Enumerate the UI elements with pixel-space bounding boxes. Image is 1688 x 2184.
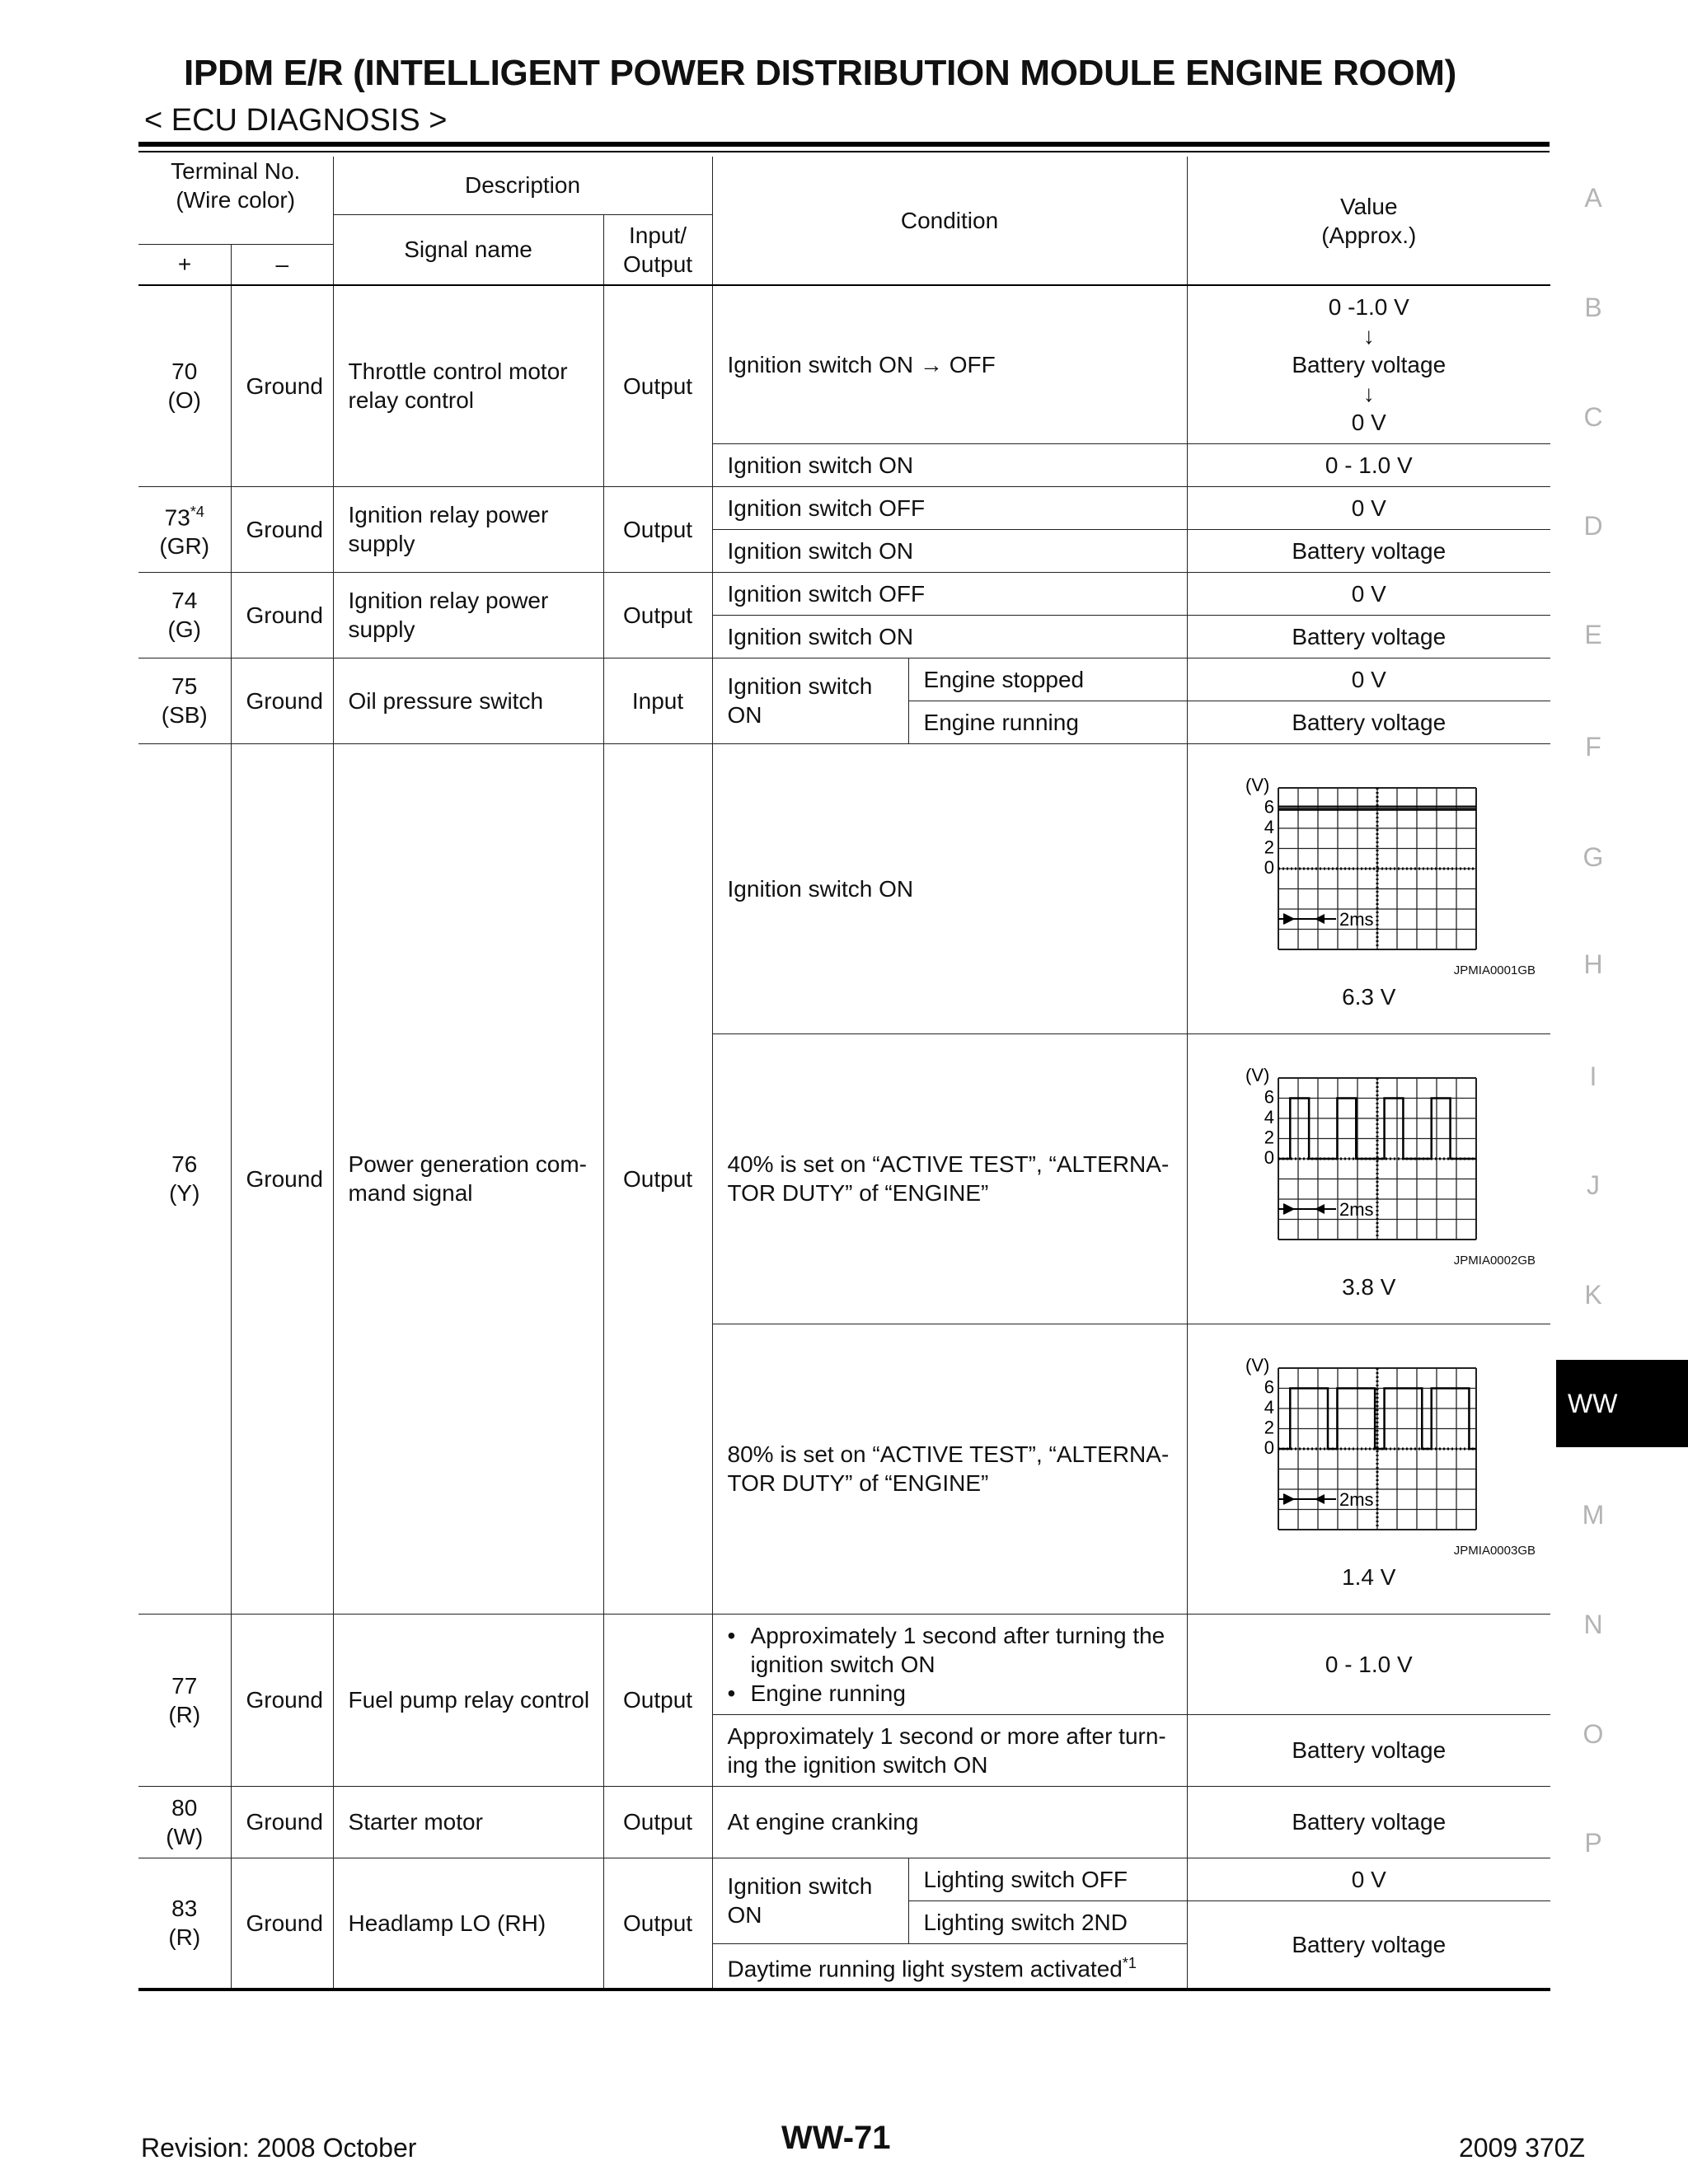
value-cell: Battery voltage <box>1187 615 1550 658</box>
terminal-table-body <box>138 157 1550 1991</box>
value-cell: 0 - 1.0 V <box>1187 443 1550 486</box>
terminal-cell: 83 (R) <box>138 1858 231 1990</box>
side-index-item[interactable]: G <box>1582 842 1604 872</box>
signal-cell: Ignition relay power supply <box>333 572 603 658</box>
terminal-cell: 73$^{*4}$ (GR) <box>138 486 231 572</box>
table-row <box>138 743 1550 1033</box>
header-condition-cell: Condition <box>712 157 1187 285</box>
value-cell: Battery voltage <box>1187 701 1550 743</box>
condition-cell: Daytime running light system activated$^{*1}$ <box>712 1943 1187 1990</box>
side-index-item[interactable]: N <box>1583 1610 1603 1639</box>
side-index-item[interactable]: E <box>1584 620 1602 649</box>
footer-page-number: WW-71 <box>781 2120 891 2156</box>
table-row <box>138 1858 1550 1900</box>
io-cell: Output <box>603 743 712 1614</box>
condition-cell: Ignition switch ON <box>712 443 1187 486</box>
condition-cell: Ignition switch ON <box>712 615 1187 658</box>
footer-model: 2009 370Z <box>1458 2133 1585 2163</box>
side-index-item[interactable]: P <box>1584 1828 1602 1858</box>
value-cell: 0 V <box>1187 486 1550 529</box>
waveform-tick-label: 4 <box>1264 1396 1274 1418</box>
header-minus: – <box>275 251 289 277</box>
value-cell: Battery voltage <box>1187 1786 1550 1858</box>
minus-cell: Ground <box>231 1786 333 1858</box>
waveform-tick-label: 6 <box>1264 1376 1274 1397</box>
table-row <box>138 486 1550 529</box>
header-rule-thin <box>138 151 1550 152</box>
value-cell <box>1187 743 1550 1033</box>
side-index-item[interactable]: O <box>1582 1719 1604 1749</box>
header-plus: + <box>138 245 232 284</box>
waveform-value: 3.8 V <box>1342 1273 1396 1300</box>
side-index-item[interactable]: A <box>1584 183 1602 213</box>
waveform-code: JPMIA0002GB <box>1453 1253 1536 1268</box>
condition-cell: Lighting switch OFF <box>908 1858 1187 1900</box>
table-row <box>138 572 1550 615</box>
signal-cell: Starter motor <box>333 1786 603 1858</box>
header-io-cell: Input/ Output <box>603 214 712 285</box>
side-index-item[interactable]: H <box>1583 949 1603 979</box>
waveform-diagram <box>1203 773 1536 963</box>
side-index-item[interactable]: I <box>1589 1062 1597 1091</box>
signal-cell: Fuel pump relay control <box>333 1614 603 1786</box>
header-value-cell: Value (Approx.) <box>1187 157 1550 285</box>
terminal-cell: 74 (G) <box>138 572 231 658</box>
waveform-tick-label: 0 <box>1264 1436 1274 1458</box>
header-signal-name-cell: Signal name <box>333 214 603 285</box>
waveform-value: 6.3 V <box>1342 983 1396 1010</box>
table-row <box>138 1786 1550 1858</box>
minus-cell: Ground <box>231 285 333 486</box>
value-cell: 0 V <box>1187 1858 1550 1900</box>
waveform-code: JPMIA0001GB <box>1453 963 1536 977</box>
condition-group-cell: Ignition switch ON <box>712 658 908 743</box>
signal-cell: Ignition relay power supply <box>333 486 603 572</box>
header-terminal-cell: Terminal No. (Wire color) <box>138 157 333 214</box>
table-row <box>138 658 1550 701</box>
waveform-tick-label: 0 <box>1264 1146 1274 1168</box>
side-index-item[interactable]: D <box>1583 511 1603 541</box>
condition-cell: 80% is set on “ACTIVE TEST”, “ALTERNA-TOR DUTY” of “ENGINE” <box>712 1324 1187 1614</box>
condition-cell: Ignition switch ON → OFF <box>712 285 1187 443</box>
condition-cell: Ignition switch OFF <box>712 572 1187 615</box>
side-index-item[interactable]: C <box>1583 402 1603 432</box>
minus-cell: Ground <box>231 572 333 658</box>
condition-cell: Ignition switch ON <box>712 529 1187 572</box>
waveform-unit-label: (V) <box>1245 774 1270 795</box>
signal-cell: Power generation com-mand signal <box>333 743 603 1614</box>
waveform-tick-label: 4 <box>1264 1106 1274 1127</box>
condition-group-cell: Ignition switch ON <box>712 1858 908 1943</box>
waveform-value: 1.4 V <box>1342 1563 1396 1590</box>
condition-cell: Ignition switch ON <box>712 743 1187 1033</box>
side-index-item[interactable]: F <box>1585 732 1601 762</box>
page-title: IPDM E/R (INTELLIGENT POWER DISTRIBUTION MODULE ENGINE ROOM) <box>184 53 1456 93</box>
signal-cell: Headlamp LO (RH) <box>333 1858 603 1990</box>
condition-cell: Engine running <box>908 701 1187 743</box>
condition-cell: Ignition switch OFF <box>712 486 1187 529</box>
footer-revision: Revision: 2008 October <box>141 2133 417 2163</box>
side-index-item[interactable]: M <box>1582 1500 1605 1530</box>
waveform-tick-label: 6 <box>1264 1086 1274 1107</box>
minus-cell: Ground <box>231 1858 333 1990</box>
value-cell: 0 -1.0 V ↓ Battery voltage ↓ 0 V <box>1187 285 1550 443</box>
waveform-tick-label: 2 <box>1264 1127 1274 1147</box>
side-index-item[interactable]: J <box>1587 1170 1600 1200</box>
waveform-unit-label: (V) <box>1245 1064 1270 1085</box>
io-cell: Output <box>603 1786 712 1858</box>
oscilloscope-svg <box>1245 1353 1493 1543</box>
header-rule <box>138 142 1550 147</box>
condition-cell: Engine stopped <box>908 658 1187 701</box>
io-cell: Output <box>603 1858 712 1990</box>
waveform-time-label: 2ms <box>1339 1488 1374 1510</box>
oscilloscope-svg <box>1245 773 1493 963</box>
terminal-cell: 80 (W) <box>138 1786 231 1858</box>
waveform-tick-label: 2 <box>1264 1417 1274 1437</box>
value-cell: Battery voltage <box>1187 1714 1550 1786</box>
io-cell: Output <box>603 285 712 486</box>
minus-cell: Ground <box>231 743 333 1614</box>
terminal-cell: 75 (SB) <box>138 658 231 743</box>
waveform-tick-label: 4 <box>1264 816 1274 837</box>
signal-cell: Throttle control motor relay control <box>333 285 603 486</box>
side-index-item[interactable]: K <box>1584 1280 1602 1310</box>
bullet-item: • Engine running <box>727 1680 906 1706</box>
table-row <box>138 1614 1550 1714</box>
io-cell: Input <box>603 658 712 743</box>
table-row <box>138 285 1550 443</box>
waveform-tick-label: 6 <box>1264 796 1274 817</box>
terminal-cell: 70 (O) <box>138 285 231 486</box>
bullet-item: • Approximately 1 second after turning the ignition switch ON <box>727 1622 1165 1677</box>
condition-cell: At engine cranking <box>712 1786 1187 1858</box>
io-cell: Output <box>603 1614 712 1786</box>
condition-cell <box>712 1614 1187 1714</box>
waveform-code: JPMIA0003GB <box>1453 1543 1536 1558</box>
waveform-time-label: 2ms <box>1339 1198 1374 1220</box>
waveform-diagram <box>1203 1353 1536 1543</box>
value-cell: 0 V <box>1187 572 1550 615</box>
waveform-unit-label: (V) <box>1245 1354 1270 1376</box>
minus-cell: Ground <box>231 658 333 743</box>
side-index-item[interactable]: B <box>1584 293 1602 322</box>
side-index-active[interactable]: WW <box>1556 1360 1688 1447</box>
signal-cell: Oil pressure switch <box>333 658 603 743</box>
io-cell: Output <box>603 572 712 658</box>
terminal-cell: 77 (R) <box>138 1614 231 1786</box>
value-cell: 0 V <box>1187 658 1550 701</box>
minus-cell: Ground <box>231 486 333 572</box>
terminal-cell: 76 (Y) <box>138 743 231 1614</box>
value-cell: Battery voltage <box>1187 529 1550 572</box>
oscilloscope-svg <box>1245 1063 1493 1253</box>
value-cell: Battery voltage <box>1187 1900 1550 1990</box>
waveform-tick-label: 2 <box>1264 837 1274 857</box>
value-cell <box>1187 1324 1550 1614</box>
waveform-diagram <box>1203 1063 1536 1253</box>
condition-cell: Approximately 1 second or more after turn-ing the ignition switch ON <box>712 1714 1187 1786</box>
header-description-cell: Description <box>333 157 712 214</box>
value-cell <box>1187 1033 1550 1324</box>
minus-cell: Ground <box>231 1614 333 1786</box>
io-cell: Output <box>603 486 712 572</box>
condition-cell: 40% is set on “ACTIVE TEST”, “ALTERNA-TOR DUTY” of “ENGINE” <box>712 1033 1187 1324</box>
waveform-tick-label: 0 <box>1264 856 1274 878</box>
waveform-time-label: 2ms <box>1339 908 1374 930</box>
section-title: < ECU DIAGNOSIS > <box>144 103 448 138</box>
condition-cell: Lighting switch 2ND <box>908 1900 1187 1943</box>
value-cell: 0 - 1.0 V <box>1187 1614 1550 1714</box>
